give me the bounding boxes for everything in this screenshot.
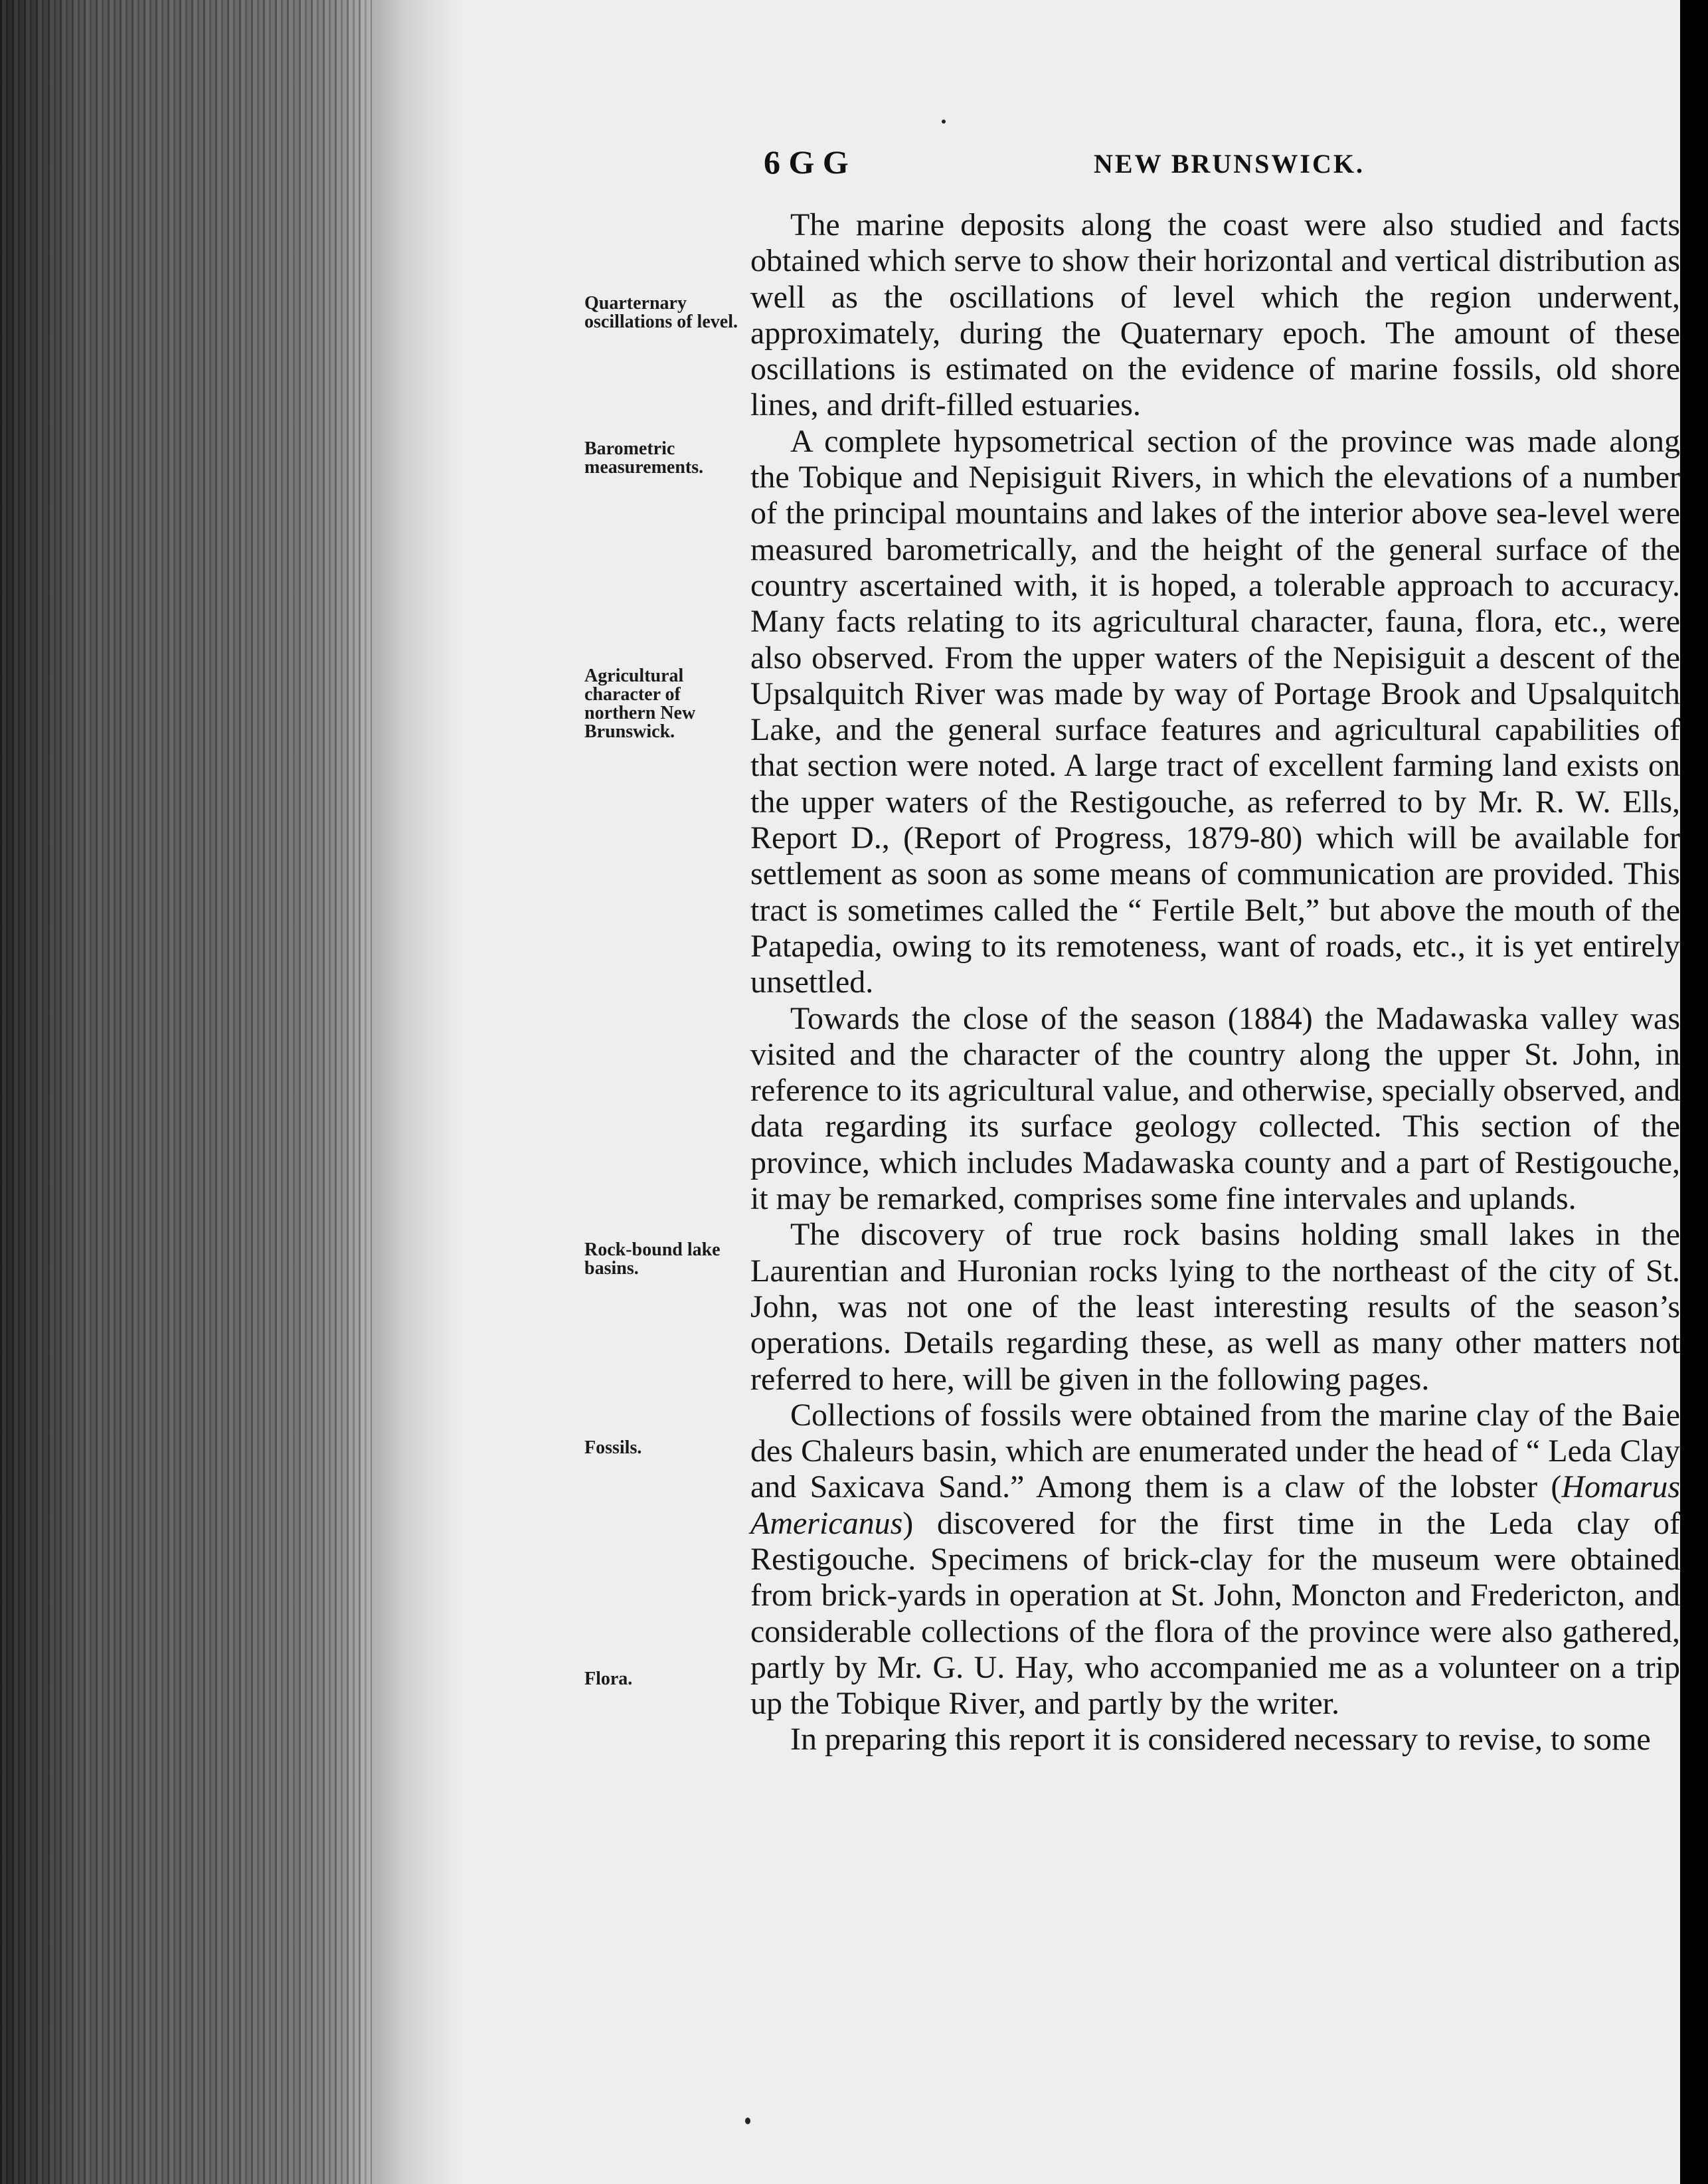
book-binding-gutter — [0, 0, 372, 2184]
paragraph-report-revision: In preparing this report it is considered necessary to revise, to some — [790, 1722, 1651, 1758]
page-curl-shadow — [372, 0, 465, 2184]
side-note-rock-bound: Rock-bound lake basins. — [584, 1239, 721, 1279]
running-head: NEW BRUNSWICK. — [1094, 149, 1365, 179]
side-note-fossils: Fossils. — [584, 1437, 642, 1458]
paragraph-fossils — [750, 1398, 1680, 1722]
page-number: 6 G G — [764, 143, 849, 181]
paragraph-madawaska: Towards the close of the season (1884) the Madawaska valley was visited and the character of the country along the upper St. John, in reference to its agricultural value, and otherwise, specially observed, and data regarding its surface geology collected. This section of the province, which includes Madawaska county and a part of Restigouche, it may be remarked, comprises some fine intervales and uplands. — [750, 1000, 1680, 1217]
side-note-flora: Flora. — [584, 1669, 633, 1689]
paragraph-rock-basins: The discovery of true rock basins holding small lakes in the Laurentian and Huronian rocks lying to the northeast of the city of St. John, was not one of the least interesting results of the season’s operations. Details regarding these, as well as many other matters not referred to here, will be given in the following pages. — [750, 1217, 1680, 1397]
page-header — [764, 143, 1365, 189]
body-text — [750, 207, 1680, 1758]
scan-speck — [942, 120, 946, 124]
fossils-text-start: Collections of fossils were obtained from the marine clay of the Baie des Chaleurs basin, which are enumerated under the head of “ Leda Clay and Saxicava Sand.” Among them is a claw of the lobster ( — [750, 1397, 1680, 1505]
paragraph-marine-deposits: The marine deposits along the coast were also studied and facts obtained which serve to show their horizontal and vertical distribution as well as the oscillations of level which the region underwent, approximately, during the Quaternary epoch. The amount of these oscillations is estimated on the evidence of marine fossils, old shore lines, and drift-filled estuaries. — [750, 207, 1680, 423]
scan-speck — [745, 2118, 750, 2124]
side-note-quaternary: Quarternary oscillations of level. — [584, 293, 738, 332]
fossils-text-end: ) discovered for the first time in the Leda clay of Restigouche. Specimens of brick-clay for the museum were obtained from brick-yards in operation at St. John, Moncton and Fredericton, and considerable collections of the flora of the province were also gathered, partly by Mr. G. U. Hay, who accompanied me as a volunteer on a trip up the Tobique River, and partly by the writer. — [750, 1505, 1680, 1722]
paragraph-hypsometrical-section: A complete hypsometrical section of the province was made along the Tobique and Nepisiguit Rivers, in which the elevations of a number of the principal mountains and lakes of the interior above sea-level were measured barometrically, and the height of the general surface of the country ascertained with, it is hoped, a tolerable approach to accuracy. Many facts relating to its agricultural character, fauna, flora, etc., were also observed. From the upper waters of the Nepisiguit a descent of the Upsalquitch River was made by way of Portage Brook and Upsalquitch Lake, and the general surface features and agricultural capabilities of that section were noted. A large tract of excellent farming land exists on the upper waters of the Restigouche, as referred to by Mr. R. W. Ells, Report D., (Report of Progress, 1879-80) which will be available for settlement as soon as some means of communication are provided. This tract is sometimes called the “ Fertile Belt,” but above the mouth of the Patapedia, owing to its remoteness, want of roads, etc., it is yet entirely unsettled. — [750, 423, 1680, 1000]
side-note-agricultural: Agricultural character of northern New Brunswick. — [584, 666, 696, 742]
species-name: Homarus Americanus — [750, 1469, 1680, 1541]
scan-border-right — [1680, 0, 1708, 2184]
side-note-barometric: Barometric measurements. — [584, 438, 704, 478]
